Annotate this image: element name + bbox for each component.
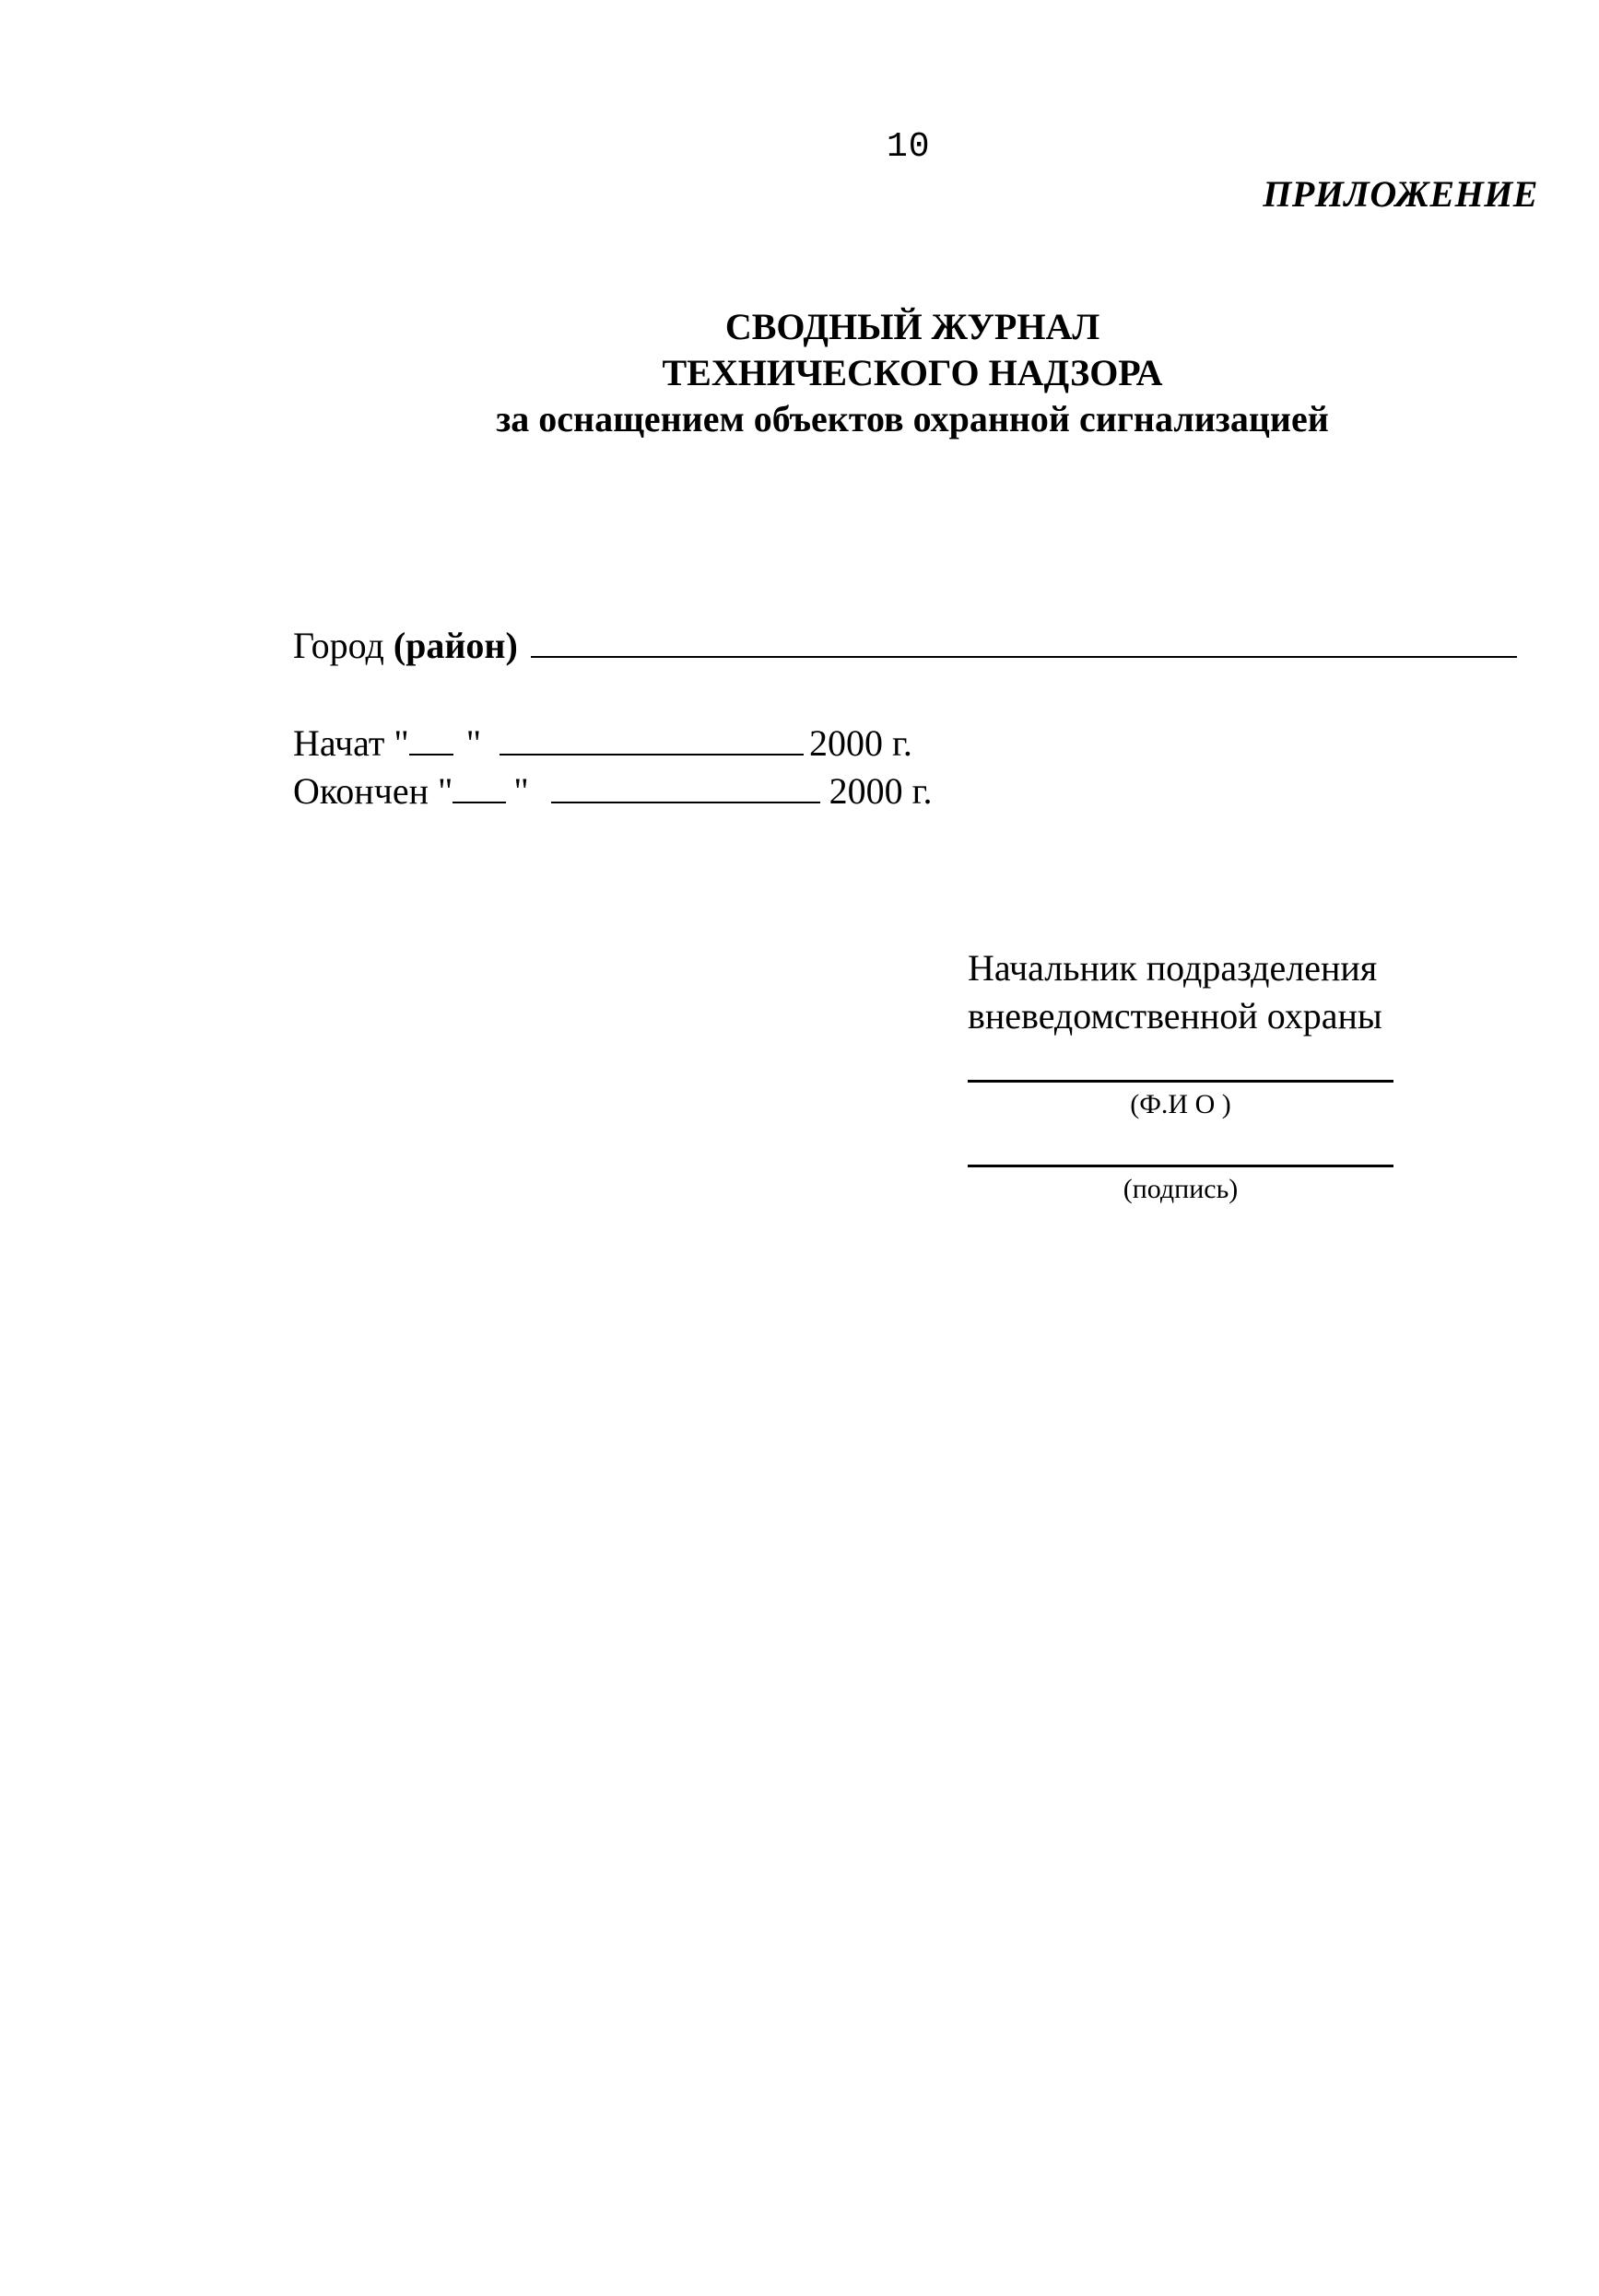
- city-field-row: [293, 623, 1517, 669]
- ended-year: 2000 г.: [829, 770, 933, 812]
- district-label: (район): [393, 625, 518, 666]
- ended-field-row: [293, 768, 933, 814]
- title-line-3: за оснащением объектов охранной сигнализацией: [496, 398, 1329, 439]
- appendix-label: ПРИЛОЖЕНИЕ: [1263, 173, 1538, 215]
- ended-day-blank[interactable]: [453, 774, 506, 803]
- position-line-2: вневедомственной охраны: [968, 995, 1382, 1037]
- started-label: Начат ": [293, 722, 409, 764]
- signature-caption: (подпись): [1123, 1174, 1239, 1204]
- started-quote: ": [465, 722, 482, 764]
- started-month-blank[interactable]: [500, 726, 804, 756]
- ended-month-blank[interactable]: [551, 774, 820, 803]
- signature-block: [968, 944, 1401, 1040]
- signature-blank-line[interactable]: [968, 1165, 1393, 1167]
- city-label: Город: [293, 625, 384, 666]
- ended-label: Окончен ": [293, 770, 453, 812]
- fio-caption: (Ф.И О ): [1130, 1089, 1231, 1119]
- position-line-1: Начальник подразделения: [968, 947, 1378, 989]
- started-year: 2000 г.: [809, 722, 912, 764]
- title-line-1: СВОДНЫЙ ЖУРНАЛ: [724, 306, 1100, 347]
- started-day-blank[interactable]: [409, 726, 453, 756]
- title-line-2: ТЕХНИЧЕСКОГО НАДЗОРА: [662, 352, 1163, 393]
- fio-blank-line[interactable]: [968, 1080, 1393, 1083]
- ended-quote: ": [513, 770, 529, 812]
- document-title: [0, 304, 1599, 442]
- started-field-row: [293, 720, 912, 767]
- page-number: 10: [887, 127, 931, 167]
- city-blank-line[interactable]: [531, 628, 1517, 658]
